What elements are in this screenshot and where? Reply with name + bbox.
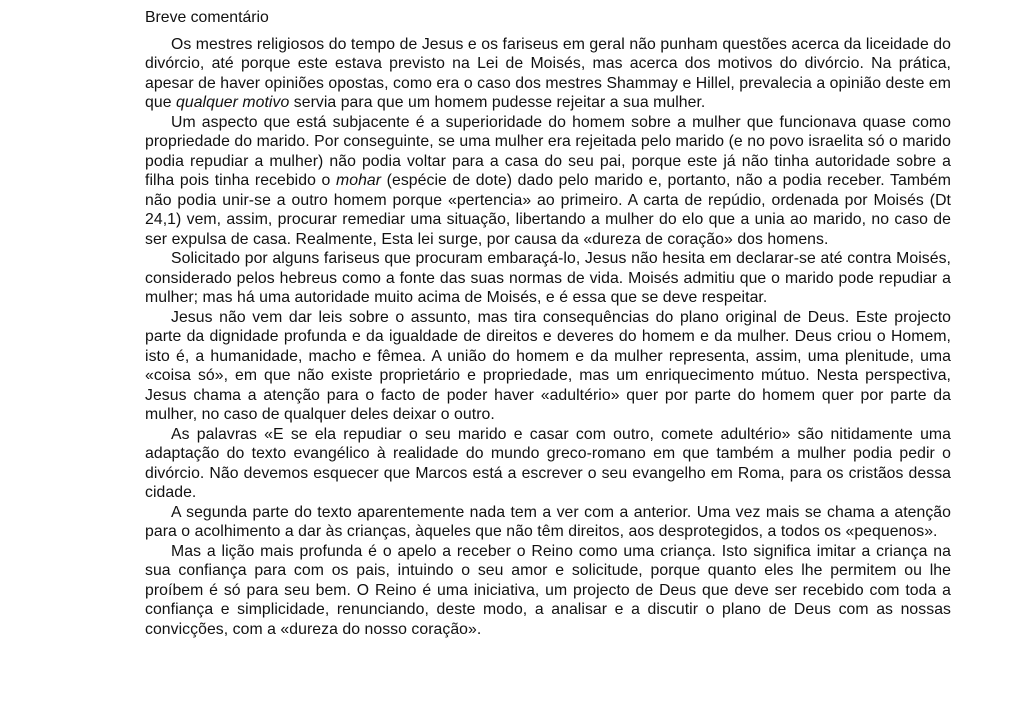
- paragraph-7: [145, 542, 951, 640]
- paragraph-4: [145, 308, 951, 425]
- paragraph-5: [145, 425, 951, 503]
- paragraph-text: Solicitado por alguns fariseus que procuram embaraçá-lo, Jesus não hesita em declarar-se até contra Moisés, considerado pelos hebreus como a fonte das suas normas de vida. Moisés admitiu que o marido pode repudiar a mulher; mas há uma autoridade muito acima de Moisés, e é essa que se deve respeitar.: [145, 250, 951, 306]
- paragraph-text: servia para que um homem pudesse rejeitar a sua mulher.: [289, 94, 706, 111]
- paragraph-text: Mas a lição mais profunda é o apelo a receber o Reino como uma criança. Isto significa imitar a criança na sua confiança para com os pais, intuindo o seu amor e solicitude, porque quanto eles lhe permitem ou lhe proíbem é só para seu bem. O Reino é uma iniciativa, um projecto de Deus que deve ser recebido com toda a confiança e simplicidade, renunciando, deste modo, a analisar e a discutir o plano de Deus com as nossas convicções, com a «dureza do nosso coração».: [145, 542, 951, 638]
- paragraph-text: Um aspecto que está subjacente é a superioridade do homem sobre a mulher que funcionava quase como propriedade do marido. Por conseguinte, se uma mulher era rejeitada pelo marido (e no povo israelita só o marido podia repudiar a mulher) não podia voltar para a casa do seu pai, porque este já não tinha autoridade sobre a filha pois tinha recebido o: [145, 113, 951, 189]
- paragraph-6: [145, 503, 951, 542]
- paragraph-1: [145, 35, 951, 113]
- document-page: [145, 8, 951, 639]
- paragraph-emphasis: qualquer motivo: [176, 94, 290, 111]
- document-heading: Breve comentário: [145, 9, 269, 26]
- paragraph-3: [145, 249, 951, 308]
- paragraph-emphasis: mohar: [336, 172, 382, 189]
- paragraph-text: As palavras «E se ela repudiar o seu marido e casar com outro, comete adultério» são nitidamente uma adaptação do texto evangélico à realidade do mundo greco-romano em que também a mulher podia pedir o divórcio. Não devemos esquecer que Marcos está a escrever o seu evangelho em Roma, para os cristãos dessa cidade.: [145, 425, 951, 501]
- paragraph-text: Jesus não vem dar leis sobre o assunto, mas tira consequências do plano original de Deus. Este projecto parte da dignidade profunda e da igualdade de direitos e deveres do homem e da mulher. Deus criou o Homem, isto é, a humanidade, macho e fêmea. A união do homem e da mulher representa, assim, uma plenitude, uma «coisa só», em que não existe proprietário e propriedade, mas um enriquecimento mútuo. Nesta perspectiva, Jesus chama a atenção para o facto de poder haver «adultério» quer por parte do homem quer por parte da mulher, no caso de qualquer deles deixar o outro.: [145, 308, 951, 423]
- paragraph-text: A segunda parte do texto aparentemente nada tem a ver com a anterior. Uma vez mais se chama a atenção para o acolhimento a dar às crianças, àqueles que não têm direitos, aos desprotegidos, a todos os «pequenos».: [145, 503, 951, 540]
- paragraph-text: (espécie de dote) dado pelo marido e, portanto, não a podia receber. Também não podia unir-se a outro homem porque «pertencia» ao primeiro. A carta de repúdio, ordenada por Moisés (Dt 24,1) vem, assim, procurar remediar uma situação, libertando a mulher do elo que a unia ao marido, no caso de ser expulsa de casa. Realmente, Esta lei surge, por causa da «dureza de coração» dos homens.: [145, 172, 951, 248]
- paragraph-text: Os mestres religiosos do tempo de Jesus e os fariseus em geral não punham questões acerca da liceidade do divórcio, até porque este estava previsto na Lei de Moisés, mas acerca dos motivos do divórcio. Na prática, apesar de haver opiniões opostas, como era o caso dos mestres Shammay e Hillel, prevalecia a opinião deste em que: [145, 35, 951, 111]
- paragraph-2: [145, 113, 951, 250]
